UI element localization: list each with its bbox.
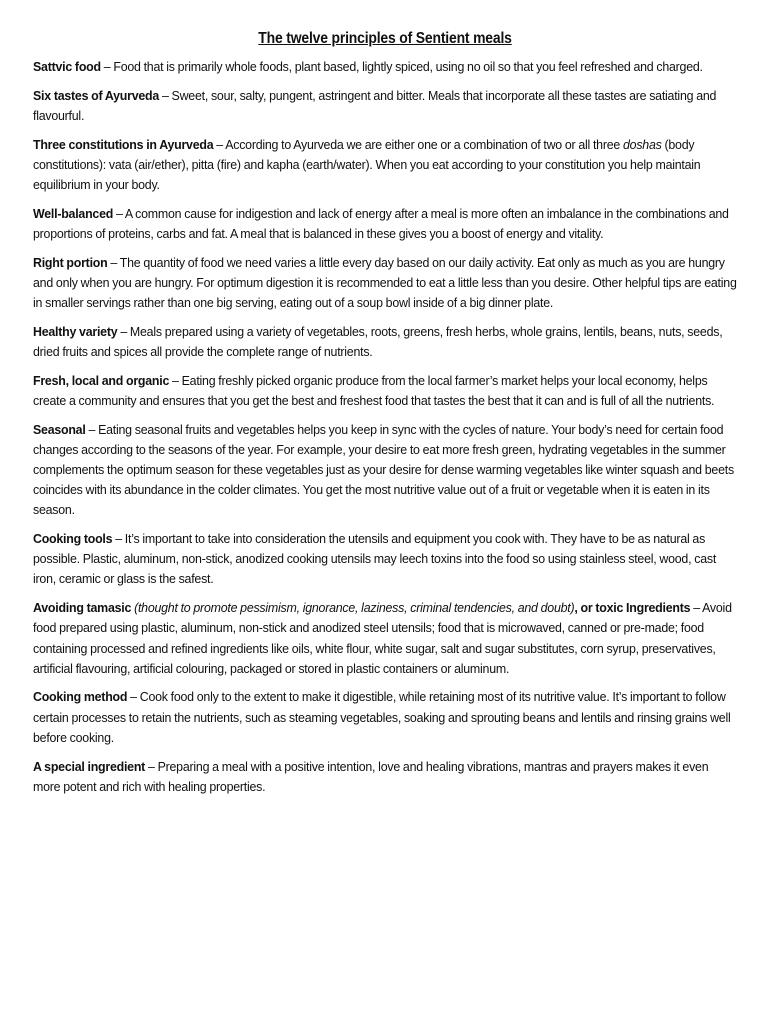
principle-text: – Cook food only to the extent to make it digestible, while retaining most of its nutritive value. It’s important to follow certain processes to retain the nutrients, such as steaming vegetables, soaking and sprouting beans and lentils and rinsing grains well before cooking. [33, 689, 731, 745]
principle-term: Right portion [33, 254, 108, 270]
principle-term-after: , or toxic Ingredients [574, 600, 691, 616]
principle-six-tastes [33, 86, 737, 126]
principle-term: Fresh, local and organic [33, 372, 170, 388]
principle-cooking-method [33, 687, 737, 748]
principle-avoiding-tamasic [33, 598, 737, 679]
principle-term: A special ingredient [33, 758, 146, 774]
document-page [33, 30, 737, 806]
principle-cooking-tools [33, 529, 737, 590]
principle-term: Seasonal [33, 421, 86, 437]
principle-text: – The quantity of food we need varies a little every day based on our daily activity. Eat only as much as you are hungry and only when you are hungry. For optimum digestion it is recommended to eat a little less than you desire. Other helpful tips are eating in smaller servings rather than one big serving, eating out of a soup bowl inside of a big dinner plate. [33, 254, 737, 311]
principle-sattvic-food [33, 57, 737, 77]
principle-term: Six tastes of Ayurveda [33, 87, 160, 103]
principle-text: – Eating freshly picked organic produce from the local farmer’s market helps your local economy, helps create a community and ensures that you get the best and freshest food that tastes the best that it can and is full of all the nutrients. [33, 372, 715, 408]
principle-text: – Preparing a meal with a positive intention, love and healing vibrations, mantras and prayers makes it even more potent and rich with healing properties. [33, 758, 709, 794]
principle-fresh-local-organic [33, 371, 737, 411]
principle-text: – Meals prepared using a variety of vegetables, roots, greens, fresh herbs, whole grains, lentils, beans, nuts, seeds, dried fruits and spices all provide the complete range of nutrients. [33, 323, 723, 359]
principle-well-balanced [33, 204, 737, 244]
principle-text: – A common cause for indigestion and lack of energy after a meal is more often an imbalance in the combinations and proportions of proteins, carbs and fat. A meal that is balanced in these gives you a boost of energy and vitality. [33, 205, 729, 241]
principle-term: Three constitutions in Ayurveda [33, 136, 214, 152]
principle-special-ingredient [33, 757, 737, 797]
principle-term: Cooking method [33, 689, 128, 705]
principle-seasonal [33, 420, 737, 521]
principle-italic-text: (thought to promote pessimism, ignorance, laziness, criminal tendencies, and doubt) [131, 600, 575, 616]
principle-text: – Eating seasonal fruits and vegetables helps you keep in sync with the cycles of nature. Your body’s need for certain food changes according to the seasons of the year. For example, your desire to eat more fresh green, hydrating vegetables in the summer complements the optimum season for these vegetables just as your desire for dense warming vegetables like winter squash and beets coincides with its abundance in the colder climates. You get the most nutritive value out of a fruit or vegetable when it is eaten in its season. [33, 421, 734, 518]
principle-text: – It’s important to take into consideration the utensils and equipment you cook with. They have to be as natural as possible. Plastic, aluminum, non-stick, anodized cooking utensils may leech toxins into the food so using stainless steel, wood, cast iron, ceramic or glass is the safest. [33, 531, 717, 587]
principle-term: Cooking tools [33, 531, 113, 547]
principle-term: Sattvic food [33, 59, 101, 74]
principle-three-constitutions [33, 135, 737, 196]
principle-italic-text: doshas [622, 136, 662, 152]
principle-text-after: (body constitutions): vata (air/ether), pitta (fire) and kapha (earth/water). When you eat according to your constitution you help maintain equilibrium in your body. [33, 136, 701, 193]
principle-term: Well-balanced [33, 205, 114, 221]
principle-term: Avoiding tamasic [33, 600, 132, 616]
principle-text: – According to Ayurveda we are either one or a combination of two or all three [213, 136, 623, 152]
principle-healthy-variety [33, 322, 737, 362]
principle-right-portion [33, 253, 737, 314]
principle-text: – Avoid food prepared using plastic, aluminum, non-stick and anodized steel utensils; food that is microwaved, canned or pre-made; food containing processed and refined ingredients like oils, white flour, white sugar, salt and sugar substitutes, corn syrup, preservatives, artificial flavouring, artificial colouring, packaged or stored in plastic containers or aluminum. [33, 600, 732, 676]
document-title: The twelve principles of Sentient meals [258, 30, 512, 47]
principle-term: Healthy variety [33, 323, 118, 339]
principle-text: – Food that is primarily whole foods, plant based, lightly spiced, using no oil so that you feel refreshed and charged. [100, 59, 703, 74]
principle-text: – Sweet, sour, salty, pungent, astringent and bitter. Meals that incorporate all these tastes are satiating and flavourful. [33, 87, 717, 123]
